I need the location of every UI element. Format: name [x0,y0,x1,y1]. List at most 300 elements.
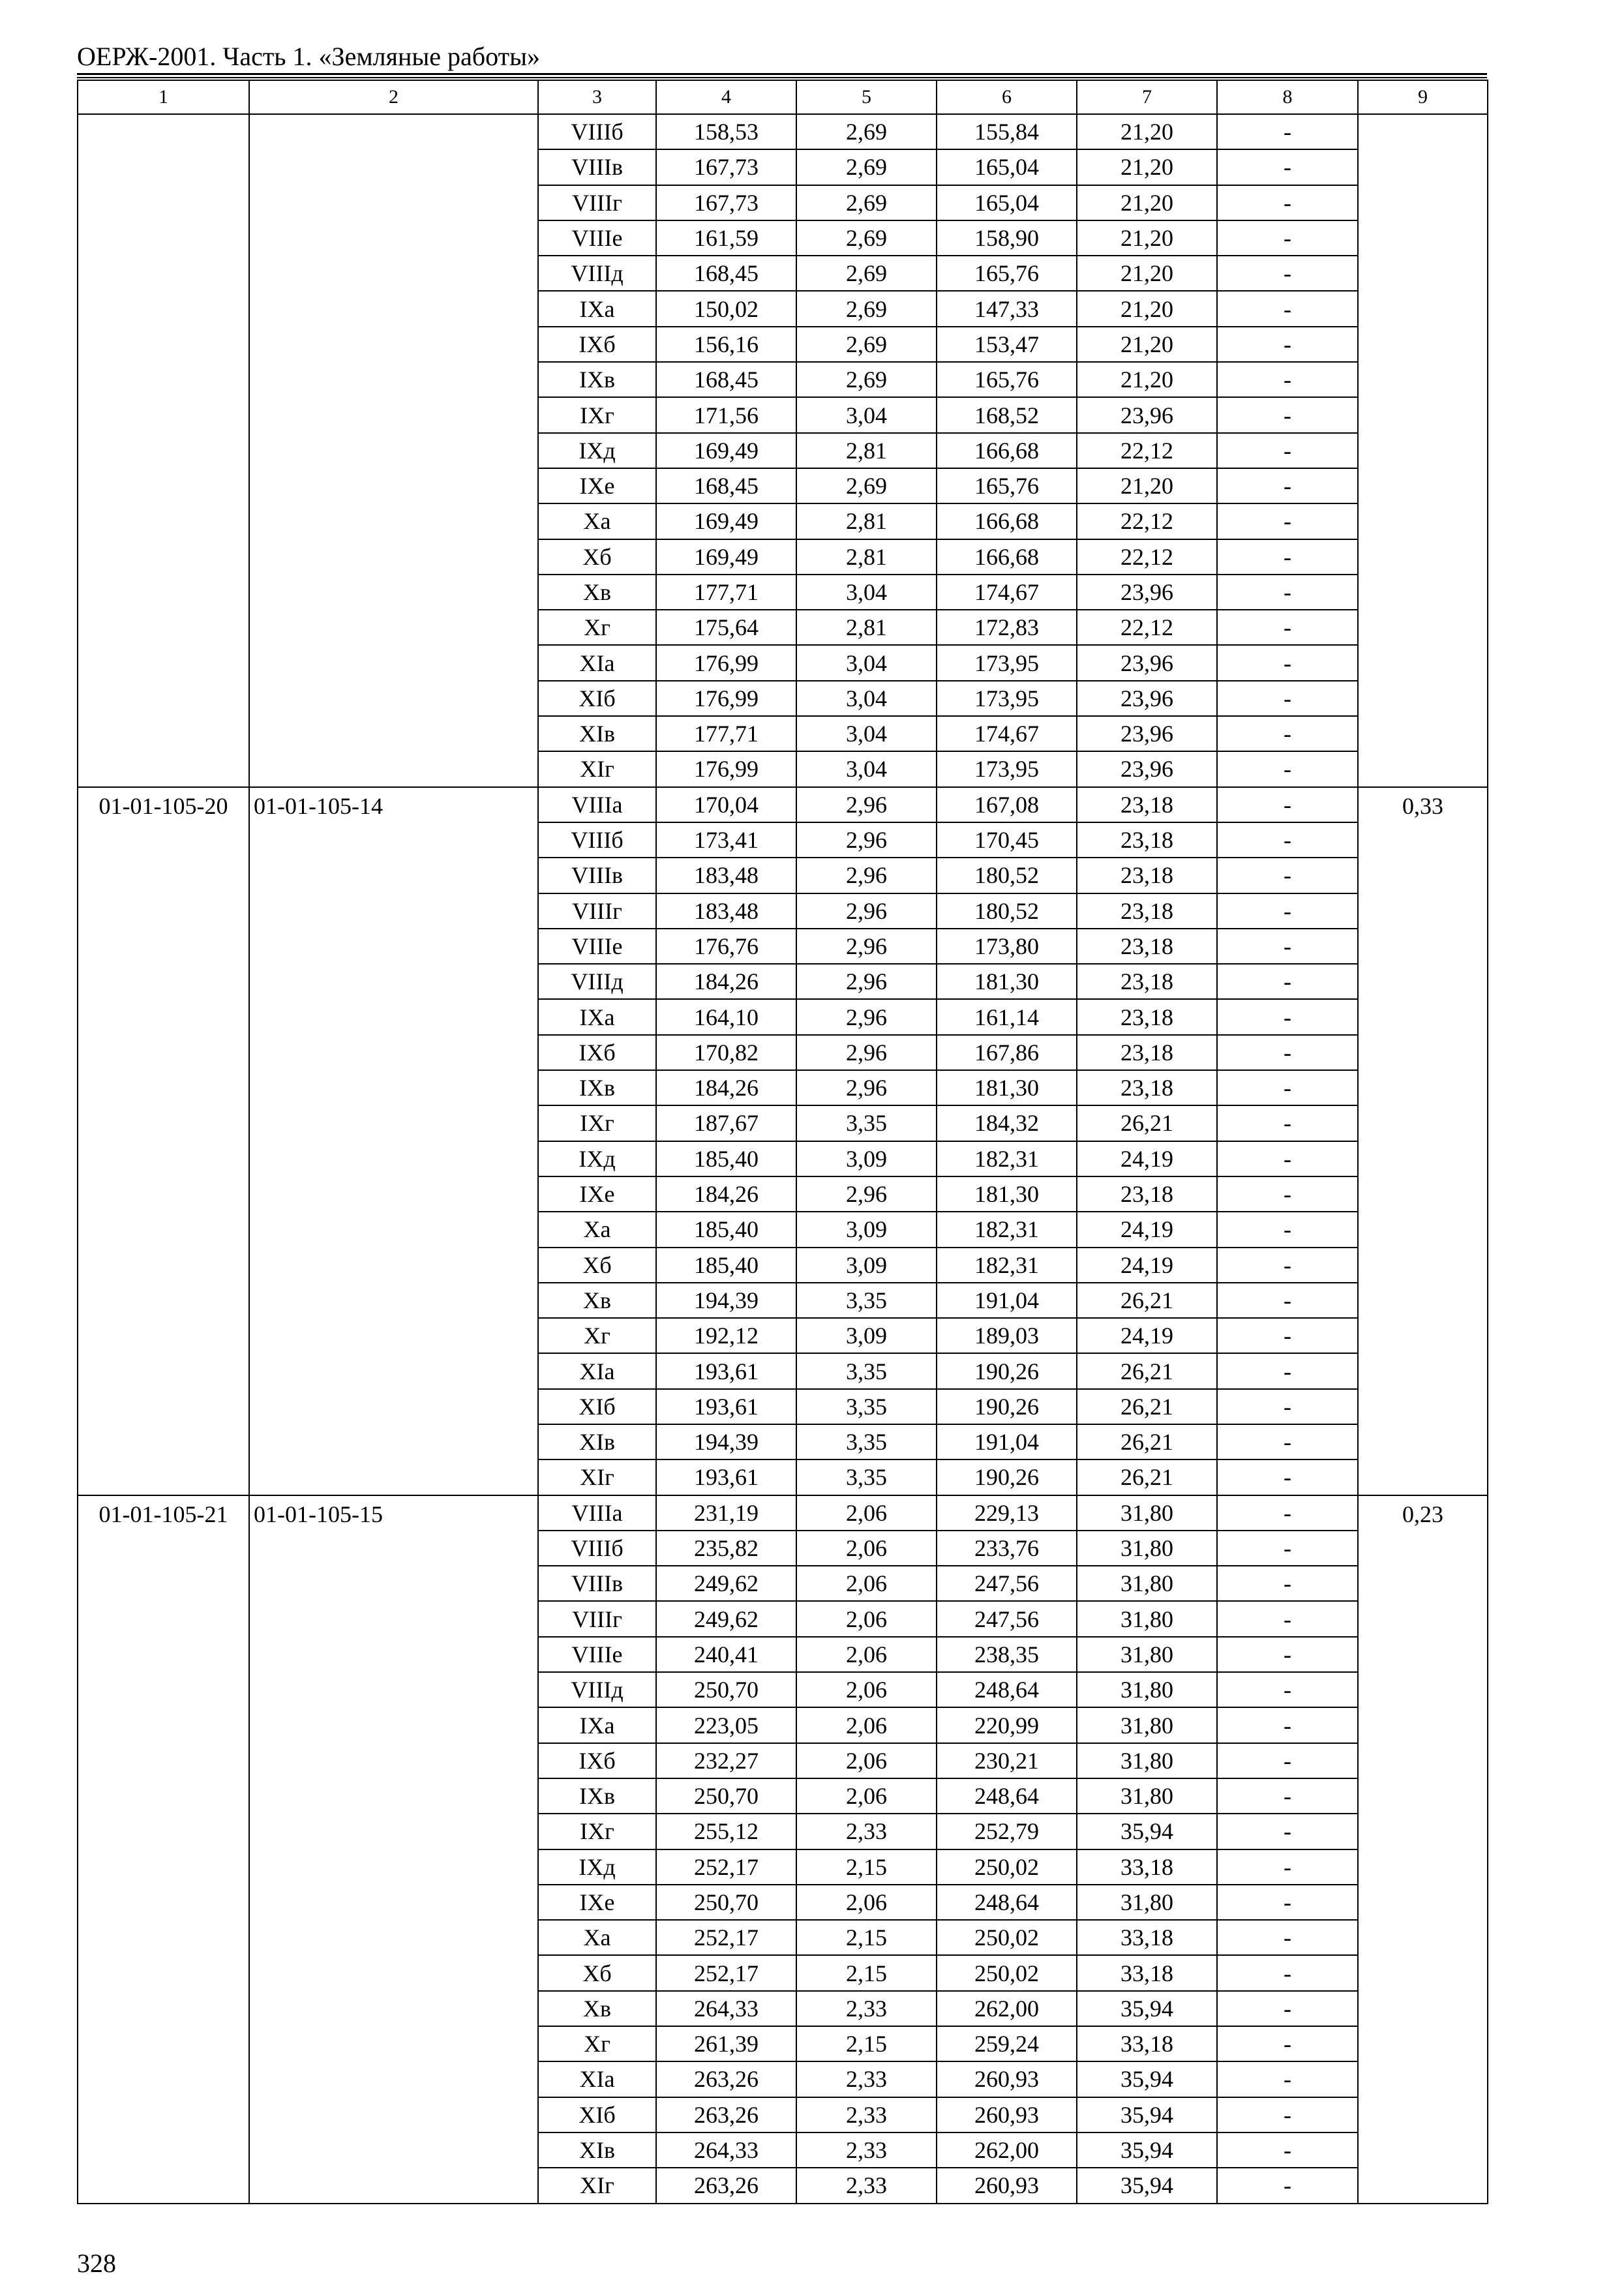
region-cell: VIIIб [538,114,656,149]
materials-cell: - [1217,2026,1358,2061]
region-cell: VIIIв [538,149,656,185]
machine-cost-cell: 167,86 [937,1035,1077,1070]
wages-cell: 2,96 [796,964,937,999]
materials-cell: - [1217,645,1358,680]
labor-cell: 23,18 [1077,1176,1217,1212]
wages-cell: 3,04 [796,681,937,716]
machine-cost-cell: 155,84 [937,114,1077,149]
materials-cell: - [1217,1814,1358,1849]
machine-cost-cell: 182,31 [937,1141,1077,1176]
region-cell: XIг [538,1459,656,1495]
total-cost-cell: 168,45 [656,256,796,291]
wages-cell: 3,09 [796,1248,937,1283]
materials-cell: - [1217,787,1358,822]
labor-cell: 26,21 [1077,1283,1217,1318]
region-cell: IXб [538,1035,656,1070]
table-body [78,114,1488,2204]
total-cost-cell: 164,10 [656,999,796,1034]
wages-cell: 3,35 [796,1105,937,1141]
total-cost-cell: 185,40 [656,1248,796,1283]
region-cell: XIг [538,751,656,786]
wages-cell: 2,96 [796,999,937,1034]
materials-cell: - [1217,2061,1358,2097]
machine-cost-cell: 259,24 [937,2026,1077,2061]
labor-cell: 35,94 [1077,2132,1217,2168]
machine-cost-cell: 170,45 [937,822,1077,858]
materials-cell: - [1217,1601,1358,1636]
total-cost-cell: 193,61 [656,1353,796,1388]
region-cell: VIIIд [538,964,656,999]
machine-cost-cell: 247,56 [937,1601,1077,1636]
total-cost-cell: 170,04 [656,787,796,822]
materials-cell: - [1217,1849,1358,1885]
column-header: 8 [1217,80,1358,114]
region-cell: IXд [538,433,656,468]
machine-cost-cell: 220,99 [937,1707,1077,1743]
labor-cell: 23,18 [1077,999,1217,1034]
wages-cell: 2,69 [796,468,937,503]
wages-cell: 2,06 [796,1885,937,1920]
materials-cell: - [1217,1920,1358,1955]
wages-cell: 2,69 [796,149,937,185]
total-cost-cell: 176,99 [656,681,796,716]
column-header: 2 [249,80,538,114]
region-cell: VIIIб [538,1531,656,1566]
wages-cell: 2,06 [796,1601,937,1636]
wages-cell: 3,35 [796,1459,937,1495]
machine-cost-cell: 173,95 [937,751,1077,786]
machine-cost-cell: 182,31 [937,1212,1077,1247]
labor-cell: 23,96 [1077,645,1217,680]
materials-cell: - [1217,185,1358,220]
labor-cell: 21,20 [1077,291,1217,326]
materials-cell: - [1217,503,1358,539]
region-cell: IXг [538,1105,656,1141]
labor-cell: 23,18 [1077,858,1217,893]
header-rule-thin [77,77,1487,78]
total-cost-cell: 183,48 [656,858,796,893]
region-cell: VIIIг [538,1601,656,1636]
materials-cell: - [1217,539,1358,575]
total-cost-cell: 184,26 [656,1176,796,1212]
machine-cost-cell: 189,03 [937,1318,1077,1353]
coefficient-cell: 0,33 [1358,787,1488,1495]
labor-cell: 26,21 [1077,1353,1217,1388]
machine-cost-cell: 153,47 [937,327,1077,362]
machine-cost-cell: 250,02 [937,1849,1077,1885]
wages-cell: 2,81 [796,503,937,539]
machine-cost-cell: 191,04 [937,1283,1077,1318]
materials-cell: - [1217,999,1358,1034]
machine-cost-cell: 230,21 [937,1743,1077,1778]
region-cell: XIб [538,2097,656,2132]
total-cost-cell: 169,49 [656,433,796,468]
rate-code-cell: 01-01-105-21 [78,1495,249,2204]
region-cell: XIв [538,2132,656,2168]
labor-cell: 23,18 [1077,929,1217,964]
machine-cost-cell: 174,67 [937,716,1077,751]
materials-cell: - [1217,964,1358,999]
region-cell: XIб [538,681,656,716]
wages-cell: 3,09 [796,1212,937,1247]
materials-cell: - [1217,1248,1358,1283]
materials-cell: - [1217,2132,1358,2168]
labor-cell: 21,20 [1077,185,1217,220]
labor-cell: 35,94 [1077,2097,1217,2132]
materials-cell: - [1217,1707,1358,1743]
labor-cell: 23,18 [1077,893,1217,929]
region-cell: VIIIа [538,1495,656,1531]
total-cost-cell: 240,41 [656,1637,796,1672]
wages-cell: 3,09 [796,1318,937,1353]
machine-cost-cell: 248,64 [937,1778,1077,1814]
wages-cell: 2,06 [796,1778,937,1814]
column-header: 7 [1077,80,1217,114]
materials-cell: - [1217,1389,1358,1424]
total-cost-cell: 223,05 [656,1707,796,1743]
materials-cell: - [1217,929,1358,964]
labor-cell: 31,80 [1077,1672,1217,1707]
header-rule-thick [77,73,1487,75]
wages-cell: 2,06 [796,1637,937,1672]
labor-cell: 31,80 [1077,1707,1217,1743]
materials-cell: - [1217,751,1358,786]
total-cost-cell: 263,26 [656,2061,796,2097]
machine-cost-cell: 190,26 [937,1389,1077,1424]
labor-cell: 21,20 [1077,220,1217,256]
wages-cell: 2,69 [796,256,937,291]
region-cell: Xг [538,610,656,645]
total-cost-cell: 235,82 [656,1531,796,1566]
region-cell: Xа [538,503,656,539]
wages-cell: 3,04 [796,716,937,751]
labor-cell: 23,96 [1077,397,1217,432]
machine-cost-cell: 173,95 [937,645,1077,680]
materials-cell: - [1217,468,1358,503]
total-cost-cell: 192,12 [656,1318,796,1353]
total-cost-cell: 249,62 [656,1601,796,1636]
labor-cell: 24,19 [1077,1248,1217,1283]
column-header: 6 [937,80,1077,114]
materials-cell: - [1217,1991,1358,2026]
total-cost-cell: 187,67 [656,1105,796,1141]
total-cost-cell: 177,71 [656,575,796,610]
materials-cell: - [1217,1566,1358,1601]
page-number: 328 [77,2249,116,2278]
region-cell: IXв [538,1070,656,1105]
wages-cell: 2,96 [796,787,937,822]
region-cell: IXе [538,1885,656,1920]
wages-cell: 2,96 [796,858,937,893]
labor-cell: 35,94 [1077,1814,1217,1849]
wages-cell: 2,06 [796,1672,937,1707]
region-cell: Xа [538,1212,656,1247]
total-cost-cell: 252,17 [656,1849,796,1885]
total-cost-cell: 250,70 [656,1672,796,1707]
region-cell: IXг [538,1814,656,1849]
machine-cost-cell: 165,76 [937,468,1077,503]
wages-cell: 3,04 [796,397,937,432]
reference-code-cell: 01-01-105-14 [249,787,538,1495]
wages-cell: 3,35 [796,1353,937,1388]
rate-code-cell: 01-01-105-20 [78,787,249,1495]
materials-cell: - [1217,1459,1358,1495]
labor-cell: 23,96 [1077,575,1217,610]
total-cost-cell: 167,73 [656,149,796,185]
machine-cost-cell: 167,08 [937,787,1077,822]
materials-cell: - [1217,291,1358,326]
machine-cost-cell: 180,52 [937,893,1077,929]
region-cell: XIа [538,645,656,680]
materials-cell: - [1217,1531,1358,1566]
materials-cell: - [1217,256,1358,291]
machine-cost-cell: 181,30 [937,1176,1077,1212]
labor-cell: 23,18 [1077,964,1217,999]
wages-cell: 2,33 [796,2132,937,2168]
labor-cell: 23,96 [1077,716,1217,751]
materials-cell: - [1217,1141,1358,1176]
labor-cell: 33,18 [1077,1955,1217,1990]
total-cost-cell: 176,99 [656,645,796,680]
column-header: 4 [656,80,796,114]
materials-cell: - [1217,1495,1358,1531]
materials-cell: - [1217,858,1358,893]
materials-cell: - [1217,1283,1358,1318]
column-header: 3 [538,80,656,114]
wages-cell: 2,96 [796,893,937,929]
machine-cost-cell: 229,13 [937,1495,1077,1531]
labor-cell: 26,21 [1077,1459,1217,1495]
machine-cost-cell: 166,68 [937,433,1077,468]
total-cost-cell: 263,26 [656,2097,796,2132]
region-cell: IXб [538,327,656,362]
region-cell: VIIIд [538,1672,656,1707]
region-cell: XIв [538,716,656,751]
wages-cell: 2,96 [796,1176,937,1212]
region-cell: IXг [538,397,656,432]
materials-cell: - [1217,1212,1358,1247]
materials-cell: - [1217,433,1358,468]
total-cost-cell: 173,41 [656,822,796,858]
machine-cost-cell: 165,76 [937,256,1077,291]
total-cost-cell: 176,99 [656,751,796,786]
machine-cost-cell: 184,32 [937,1105,1077,1141]
region-cell: VIIIг [538,185,656,220]
region-cell: IXа [538,1707,656,1743]
machine-cost-cell: 181,30 [937,964,1077,999]
materials-cell: - [1217,1955,1358,1990]
materials-cell: - [1217,1672,1358,1707]
region-cell: IXд [538,1849,656,1885]
total-cost-cell: 264,33 [656,1991,796,2026]
materials-cell: - [1217,1353,1358,1388]
materials-cell: - [1217,1424,1358,1459]
total-cost-cell: 184,26 [656,964,796,999]
machine-cost-cell: 173,80 [937,929,1077,964]
machine-cost-cell: 190,26 [937,1459,1077,1495]
wages-cell: 2,33 [796,2061,937,2097]
labor-cell: 33,18 [1077,2026,1217,2061]
total-cost-cell: 261,39 [656,2026,796,2061]
total-cost-cell: 193,61 [656,1389,796,1424]
total-cost-cell: 168,45 [656,468,796,503]
total-cost-cell: 185,40 [656,1141,796,1176]
region-cell: VIIIе [538,1637,656,1672]
labor-cell: 33,18 [1077,1849,1217,1885]
labor-cell: 31,80 [1077,1743,1217,1778]
labor-cell: 23,18 [1077,787,1217,822]
column-number-row [78,80,1488,114]
wages-cell: 3,09 [796,1141,937,1176]
labor-cell: 31,80 [1077,1495,1217,1531]
coefficient-cell: 0,23 [1358,1495,1488,2204]
region-cell: Xб [538,1955,656,1990]
materials-cell: - [1217,716,1358,751]
total-cost-cell: 232,27 [656,1743,796,1778]
labor-cell: 26,21 [1077,1424,1217,1459]
wages-cell: 2,33 [796,2168,937,2203]
rates-table [77,80,1488,2204]
machine-cost-cell: 174,67 [937,575,1077,610]
machine-cost-cell: 180,52 [937,858,1077,893]
materials-cell: - [1217,2097,1358,2132]
wages-cell: 2,69 [796,327,937,362]
labor-cell: 23,96 [1077,751,1217,786]
machine-cost-cell: 260,93 [937,2168,1077,2203]
total-cost-cell: 158,53 [656,114,796,149]
wages-cell: 2,69 [796,185,937,220]
total-cost-cell: 185,40 [656,1212,796,1247]
materials-cell: - [1217,1743,1358,1778]
wages-cell: 3,35 [796,1389,937,1424]
wages-cell: 2,15 [796,1920,937,1955]
region-cell: XIв [538,1424,656,1459]
region-cell: VIIIв [538,1566,656,1601]
total-cost-cell: 167,73 [656,185,796,220]
column-header: 9 [1358,80,1488,114]
total-cost-cell: 250,70 [656,1778,796,1814]
labor-cell: 23,96 [1077,681,1217,716]
total-cost-cell: 169,49 [656,539,796,575]
materials-cell: - [1217,1105,1358,1141]
wages-cell: 2,96 [796,1070,937,1105]
region-cell: IXв [538,1778,656,1814]
total-cost-cell: 255,12 [656,1814,796,1849]
total-cost-cell: 231,19 [656,1495,796,1531]
table-row [78,114,1488,149]
labor-cell: 21,20 [1077,468,1217,503]
total-cost-cell: 156,16 [656,327,796,362]
labor-cell: 21,20 [1077,327,1217,362]
wages-cell: 3,04 [796,645,937,680]
materials-cell: - [1217,1885,1358,1920]
wages-cell: 2,96 [796,1035,937,1070]
machine-cost-cell: 260,93 [937,2097,1077,2132]
materials-cell: - [1217,149,1358,185]
labor-cell: 31,80 [1077,1885,1217,1920]
wages-cell: 2,15 [796,2026,937,2061]
column-header: 1 [78,80,249,114]
materials-cell: - [1217,610,1358,645]
total-cost-cell: 263,26 [656,2168,796,2203]
machine-cost-cell: 250,02 [937,1920,1077,1955]
labor-cell: 31,80 [1077,1566,1217,1601]
machine-cost-cell: 147,33 [937,291,1077,326]
total-cost-cell: 150,02 [656,291,796,326]
region-cell: IXе [538,1176,656,1212]
region-cell: IXв [538,362,656,397]
wages-cell: 3,35 [796,1283,937,1318]
wages-cell: 3,04 [796,575,937,610]
page-header-title: ОЕРЖ-2001. Часть 1. «Земляные работы» [77,42,540,71]
region-cell: XIа [538,1353,656,1388]
total-cost-cell: 161,59 [656,220,796,256]
materials-cell: - [1217,114,1358,149]
labor-cell: 35,94 [1077,2168,1217,2203]
region-cell: Xв [538,1991,656,2026]
labor-cell: 31,80 [1077,1637,1217,1672]
machine-cost-cell: 233,76 [937,1531,1077,1566]
total-cost-cell: 175,64 [656,610,796,645]
labor-cell: 23,18 [1077,1035,1217,1070]
total-cost-cell: 250,70 [656,1885,796,1920]
materials-cell: - [1217,893,1358,929]
machine-cost-cell: 161,14 [937,999,1077,1034]
materials-cell: - [1217,1070,1358,1105]
total-cost-cell: 168,45 [656,362,796,397]
materials-cell: - [1217,1637,1358,1672]
wages-cell: 2,96 [796,929,937,964]
total-cost-cell: 183,48 [656,893,796,929]
region-cell: VIIIб [538,822,656,858]
wages-cell: 2,15 [796,1955,937,1990]
region-cell: VIIIе [538,929,656,964]
machine-cost-cell: 165,76 [937,362,1077,397]
total-cost-cell: 252,17 [656,1920,796,1955]
wages-cell: 2,33 [796,1991,937,2026]
total-cost-cell: 171,56 [656,397,796,432]
region-cell: VIIIа [538,787,656,822]
wages-cell: 2,81 [796,433,937,468]
wages-cell: 2,69 [796,220,937,256]
machine-cost-cell: 165,04 [937,149,1077,185]
machine-cost-cell: 166,68 [937,539,1077,575]
machine-cost-cell: 250,02 [937,1955,1077,1990]
region-cell: Xб [538,1248,656,1283]
machine-cost-cell: 172,83 [937,610,1077,645]
machine-cost-cell: 182,31 [937,1248,1077,1283]
total-cost-cell: 170,82 [656,1035,796,1070]
rate-code-cell [78,114,249,787]
wages-cell: 2,96 [796,822,937,858]
materials-cell: - [1217,220,1358,256]
labor-cell: 26,21 [1077,1105,1217,1141]
machine-cost-cell: 191,04 [937,1424,1077,1459]
region-cell: XIа [538,2061,656,2097]
machine-cost-cell: 166,68 [937,503,1077,539]
wages-cell: 2,69 [796,114,937,149]
materials-cell: - [1217,575,1358,610]
materials-cell: - [1217,1035,1358,1070]
region-cell: IXа [538,999,656,1034]
wages-cell: 3,04 [796,751,937,786]
region-cell: Xг [538,2026,656,2061]
labor-cell: 24,19 [1077,1318,1217,1353]
region-cell: IXб [538,1743,656,1778]
table-row [78,787,1488,822]
total-cost-cell: 252,17 [656,1955,796,1990]
region-cell: Xб [538,539,656,575]
